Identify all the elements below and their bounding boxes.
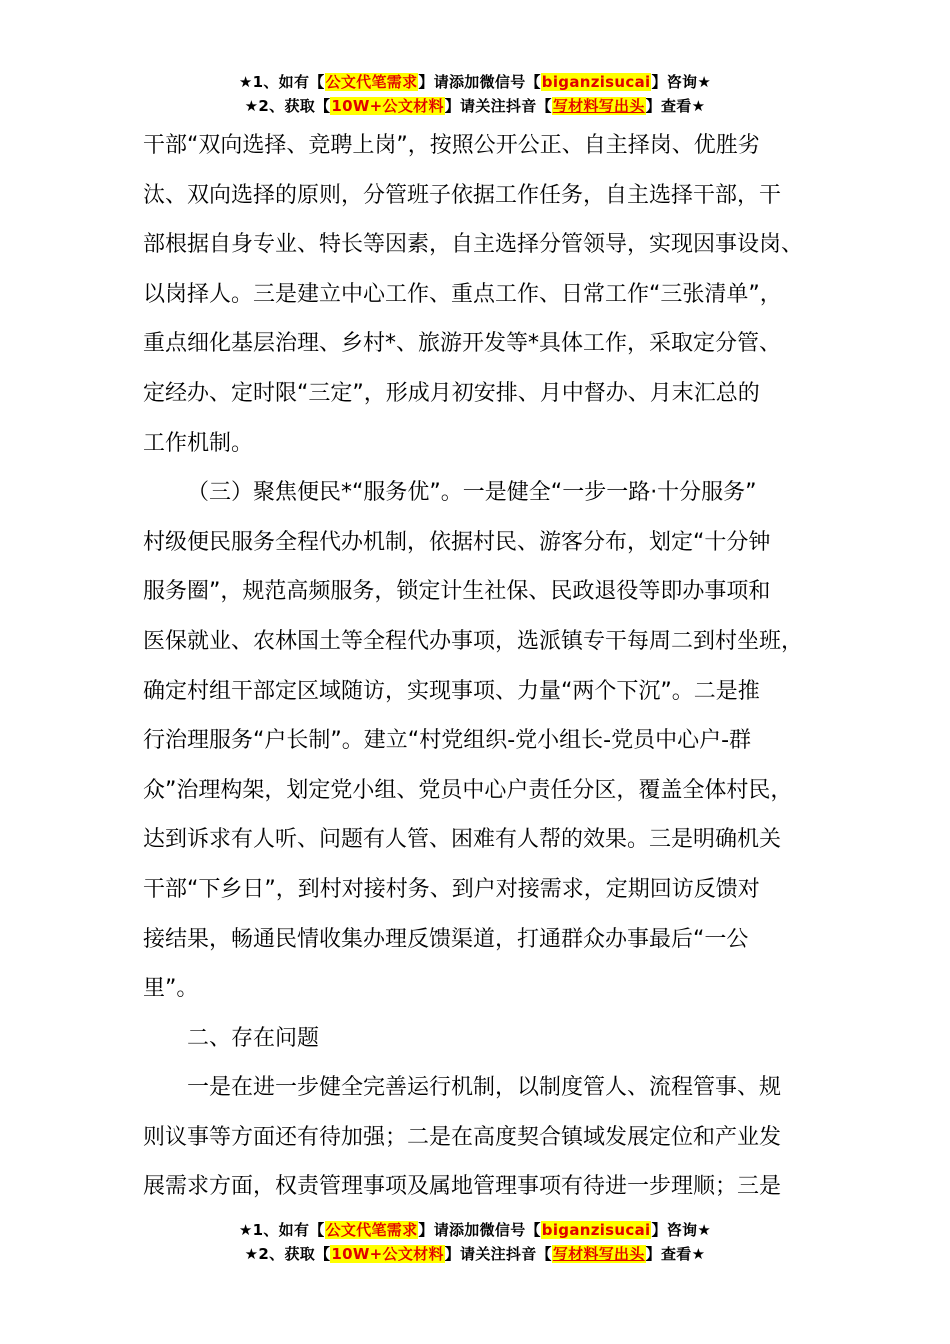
body-line: 医保就业、农林国土等全程代办事项，选派镇专干每周二到村坐班，	[143, 628, 804, 654]
banner-text: 】请添加微信号【	[418, 73, 541, 91]
body-line: 干部“下乡日”，到村对接村务、到户对接需求，定期回访反馈对	[143, 876, 760, 902]
banner-highlight-wechat: biganzisucai	[541, 1221, 651, 1239]
banner-text: 】请添加微信号【	[418, 1221, 541, 1239]
banner-line-1	[0, 1218, 950, 1242]
body-line: 接结果，畅通民情收集办理反馈渠道，打通群众办事最后“一公	[143, 926, 749, 952]
body-line: 一是在进一步健全完善运行机制，以制度管人、流程管事、规	[187, 1075, 782, 1101]
banner-text: 】咨询★	[651, 1221, 712, 1239]
banner-highlight-service: 公文代笔需求	[325, 1221, 418, 1239]
banner-highlight-materials: 10W+公文材料	[331, 97, 444, 115]
body-line: 服务圈”，规范高频服务，锁定计生社保、民政退役等即办事项和	[143, 579, 771, 605]
body-line: 以岗择人。三是建立中心工作、重点工作、日常工作“三张清单”，	[143, 281, 782, 307]
body-line: 确定村组干部定区域随访，实现事项、力量“两个下沉”。二是推	[143, 678, 760, 704]
banner-line-1	[0, 70, 950, 94]
footer-banner	[0, 1218, 950, 1266]
body-line: 众”治理构架，划定党小组、党员中心户责任分区，覆盖全体村民，	[143, 777, 793, 803]
body-line: （三）聚焦便民*“服务优”。一是健全“一步一路·十分服务”	[187, 480, 757, 506]
banner-text: ★2、获取【	[244, 1245, 331, 1263]
banner-highlight-douyin: 写材料写出头	[552, 97, 645, 115]
banner-highlight-douyin: 写材料写出头	[552, 1245, 645, 1263]
body-line: 村级便民服务全程代办机制，依据村民、游客分布，划定“十分钟	[143, 529, 771, 555]
body-line: 则议事等方面还有待加强；二是在高度契合镇域发展定位和产业发	[143, 1124, 782, 1150]
banner-highlight-wechat: biganzisucai	[541, 73, 651, 91]
banner-text: ★2、获取【	[244, 97, 331, 115]
banner-text: 】请关注抖音【	[444, 97, 552, 115]
body-line: 工作机制。	[143, 430, 254, 456]
banner-text: ★1、如有【	[238, 1221, 325, 1239]
body-line: 展需求方面，权责管理事项及属地管理事项有待进一步理顺；三是	[143, 1174, 782, 1200]
banner-text: 】咨询★	[651, 73, 712, 91]
banner-highlight-materials: 10W+公文材料	[331, 1245, 444, 1263]
body-line: 定经办、定时限“三定”，形成月初安排、月中督办、月末汇总的	[143, 380, 760, 406]
banner-text: 】查看★	[645, 1245, 706, 1263]
banner-text: ★1、如有【	[238, 73, 325, 91]
banner-line-2	[0, 94, 950, 118]
body-line: 达到诉求有人听、问题有人管、困难有人帮的效果。三是明确机关	[143, 827, 782, 853]
body-line: 行治理服务“户长制”。建立“村党组织-党小组长-党员中心户-群	[143, 728, 752, 754]
document-body	[143, 121, 833, 1212]
header-banner	[0, 70, 950, 118]
banner-text: 】请关注抖音【	[444, 1245, 552, 1263]
body-line: 汰、双向选择的原则，分管班子依据工作任务，自主选择干部，干	[143, 182, 782, 208]
section-heading: 二、存在问题	[187, 1025, 320, 1051]
banner-highlight-service: 公文代笔需求	[325, 73, 418, 91]
body-line: 部根据自身专业、特长等因素，自主选择分管领导，实现因事设岗、	[143, 232, 804, 258]
body-line: 重点细化基层治理、乡村*、旅游开发等*具体工作，采取定分管、	[143, 331, 782, 357]
body-line: 干部“双向选择、竞聘上岗”，按照公开公正、自主择岗、优胜劣	[143, 133, 760, 158]
body-line: 里”。	[143, 976, 199, 1002]
banner-line-2	[0, 1242, 950, 1266]
banner-text: 】查看★	[645, 97, 706, 115]
